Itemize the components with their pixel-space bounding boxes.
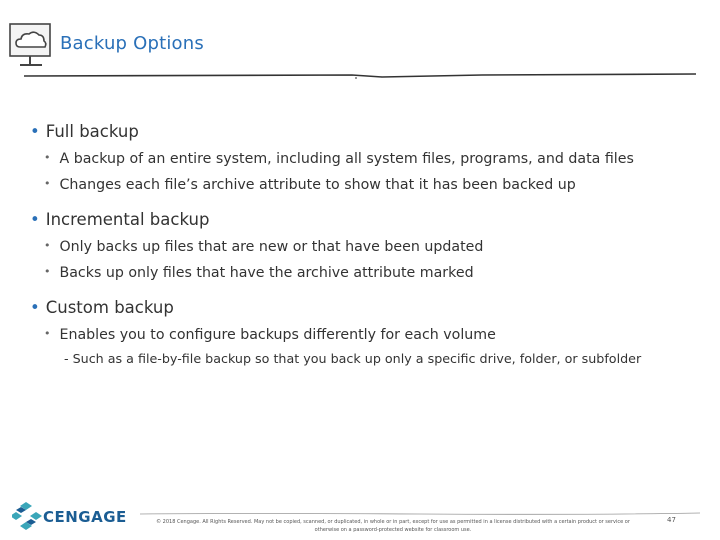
slide-title: Backup Options	[60, 33, 204, 54]
page-number: 47	[667, 516, 676, 524]
copyright-line: © 2018 Cengage. All Rights Reserved. May not be copied, scanned, or duplicated, in whole or in part, except for use as permitted in a license distributed with a certain product or service or	[156, 519, 630, 525]
title-underline	[22, 70, 698, 82]
bullet-full-backup	[30, 122, 139, 141]
sub-bullet	[44, 177, 576, 193]
sub-sub-bullet: - Such as a file-by-file backup so that you back up only a specific drive, folder, or subfolder	[64, 351, 642, 366]
bullet-label: Full backup	[45, 122, 139, 141]
bullet-dot: •	[44, 327, 51, 340]
bullet-dot: •	[30, 122, 40, 141]
sub-bullet	[44, 151, 634, 167]
bullet-label: Incremental backup	[45, 210, 210, 229]
cloud-monitor-icon	[8, 22, 56, 72]
sub-bullet-text: Backs up only files that have the archive attribute marked	[59, 265, 474, 281]
sub-bullet-text: Enables you to configure backups differently for each volume	[59, 327, 496, 343]
sub-bullet	[44, 239, 483, 255]
bullet-dot: •	[44, 265, 51, 278]
bullet-label: Custom backup	[45, 298, 174, 317]
bullet-dot: •	[30, 210, 40, 229]
sub-bullet-text: Only backs up files that are new or that have been updated	[59, 239, 484, 255]
cengage-brand: CENGAGE	[43, 508, 127, 526]
bullet-dot: •	[30, 298, 40, 317]
sub-bullet-text: A backup of an entire system, including all system files, programs, and data files	[59, 151, 634, 167]
bullet-dot: •	[44, 177, 51, 190]
bullet-dot: •	[44, 151, 51, 164]
footer-divider	[140, 500, 700, 516]
copyright-line: otherwise on a password-protected website for classroom use.	[314, 527, 472, 533]
bullet-custom-backup	[30, 298, 174, 317]
copyright-notice	[140, 518, 646, 534]
sub-bullet-text: Changes each file’s archive attribute to show that it has been backed up	[59, 177, 576, 193]
bullet-dot: •	[44, 239, 51, 252]
sub-bullet	[44, 265, 474, 281]
bullet-incremental-backup	[30, 210, 209, 229]
sub-bullet	[44, 327, 496, 343]
